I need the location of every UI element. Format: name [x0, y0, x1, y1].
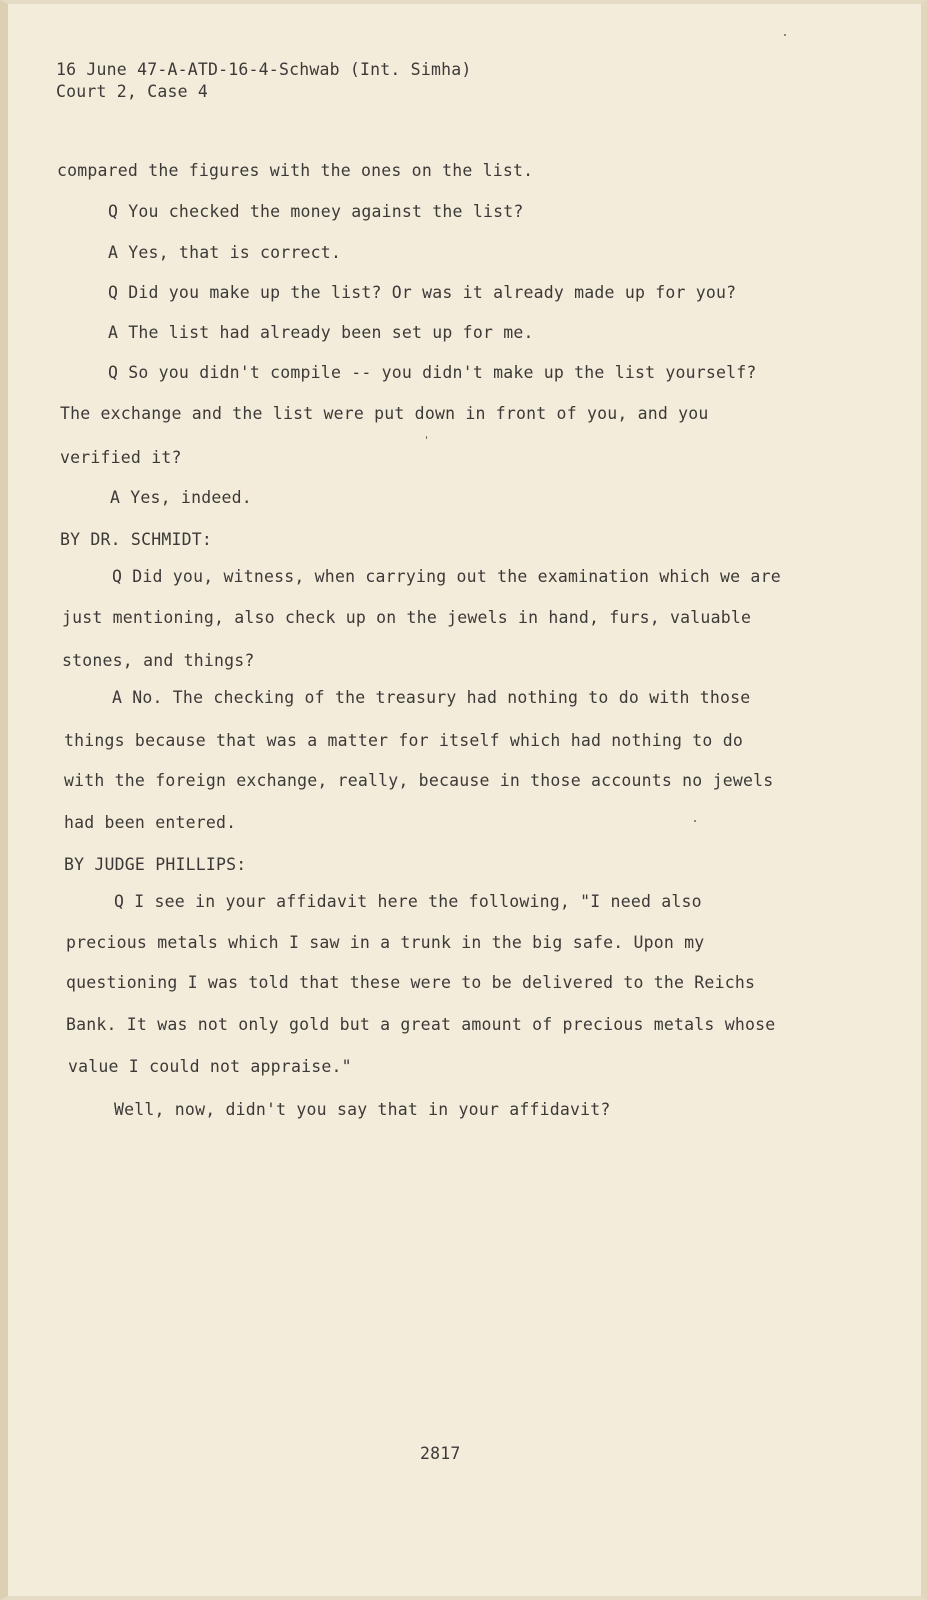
transcript-line: value I could not appraise." — [68, 1057, 352, 1076]
paper-speck — [784, 34, 786, 36]
question-line: Q So you didn't compile -- you didn't make up the list yourself? — [108, 363, 757, 382]
transcript-line: questioning I was told that these were to be delivered to the Reichs — [66, 973, 756, 992]
transcript-line: verified it? — [60, 448, 182, 467]
transcript-line: just mentioning, also check up on the jewels in hand, furs, valuable — [62, 608, 752, 627]
question-line: Q I see in your affidavit here the following, "I need also — [114, 892, 702, 911]
answer-line: A The list had already been set up for me. — [108, 323, 534, 342]
speaker-heading: BY DR. SCHMIDT: — [60, 530, 213, 549]
transcript-line: compared the figures with the ones on the list. — [57, 161, 534, 180]
transcript-line: The exchange and the list were put down in front of you, and you — [60, 404, 709, 423]
transcript-line: Well, now, didn't you say that in your affidavit? — [114, 1100, 611, 1119]
question-line: Q Did you make up the list? Or was it already made up for you? — [108, 283, 737, 302]
answer-line: A No. The checking of the treasury had nothing to do with those — [112, 688, 751, 707]
answer-line: A Yes, that is correct. — [108, 243, 342, 262]
question-line: Q You checked the money against the list? — [108, 202, 524, 221]
paper-speck — [426, 436, 427, 439]
transcript-line: things because that was a matter for itself which had nothing to do — [64, 731, 743, 750]
transcript-line: stones, and things? — [62, 651, 255, 670]
header-line-1: 16 June 47-A-ATD-16-4-Schwab (Int. Simha) — [56, 60, 472, 79]
transcript-line: Bank. It was not only gold but a great amount of precious metals whose — [66, 1015, 776, 1034]
question-line: Q Did you, witness, when carrying out the examination which we are — [112, 567, 781, 586]
header-line-2: Court 2, Case 4 — [56, 82, 209, 101]
transcript-line: with the foreign exchange, really, because in those accounts no jewels — [64, 771, 774, 790]
transcript-line: precious metals which I saw in a trunk in the big safe. Upon my — [66, 933, 705, 952]
speaker-heading: BY JUDGE PHILLIPS: — [64, 855, 247, 874]
page-number: 2817 — [420, 1444, 461, 1463]
transcript-line: had been entered. — [64, 813, 237, 832]
answer-line: A Yes, indeed. — [110, 488, 252, 507]
paper-speck — [694, 820, 696, 822]
